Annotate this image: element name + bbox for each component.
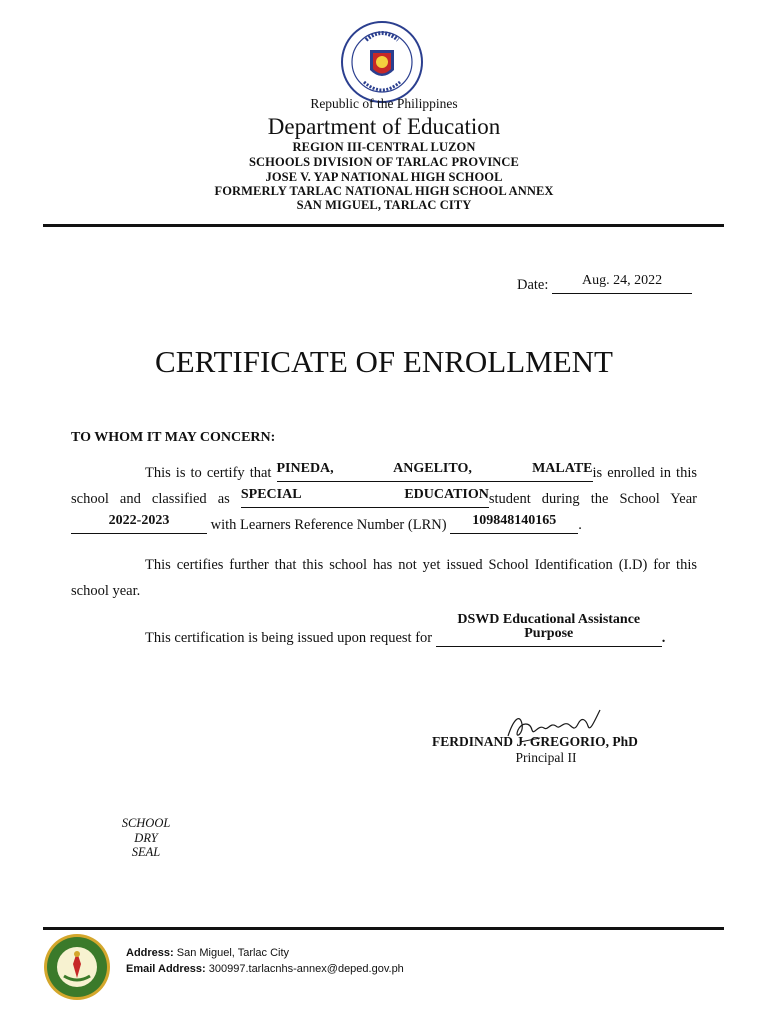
republic-line: Republic of the Philippines <box>310 96 458 111</box>
certificate-title: CERTIFICATE OF ENROLLMENT <box>155 344 613 379</box>
student-name-field <box>276 461 593 482</box>
paragraph-1-line-1 <box>71 460 697 486</box>
p3-text-b: . <box>661 630 666 646</box>
email-value[interactable]: 300997.tarlacnhs-annex@deped.gov.ph <box>208 963 404 975</box>
school-logo-icon <box>42 932 112 1002</box>
region-line: REGION III-CENTRAL LUZON <box>292 140 476 154</box>
salutation: TO WHOM IT MAY CONCERN: <box>71 430 276 445</box>
seal-note-line-3: SEAL <box>131 845 161 859</box>
signatory-position: Principal II <box>515 750 577 765</box>
signatory-name: FERDINAND J. GREGORIO, PhD <box>432 734 638 749</box>
purpose-field <box>436 612 662 647</box>
lrn: 109848140165 <box>472 513 557 528</box>
department-title: Department of Education <box>267 114 501 139</box>
date-field <box>552 273 692 294</box>
location-line: SAN MIGUEL, TARLAC CITY <box>296 198 472 212</box>
paragraph-1-line-2 <box>71 486 697 512</box>
date-value: Aug. 24, 2022 <box>581 273 663 288</box>
school-year-field <box>71 513 207 534</box>
paragraph-1-line-3 <box>71 512 697 538</box>
formerly-line: FORMERLY TARLAC NATIONAL HIGH SCHOOL ANNEX <box>214 184 554 198</box>
school-line: JOSE V. YAP NATIONAL HIGH SCHOOL <box>265 170 503 184</box>
p1-text-f: . <box>578 517 582 533</box>
address-value: San Miguel, Tarlac City <box>176 947 290 959</box>
email-label: Email Address: <box>126 963 206 975</box>
header-divider <box>43 224 724 227</box>
p1-text-d: student during the School Year <box>488 491 697 507</box>
dry-seal-note <box>116 816 176 860</box>
address-label: Address: <box>126 947 174 959</box>
classification-field <box>240 487 489 508</box>
footer-divider <box>43 927 724 930</box>
p1-text-a: This is to certify that <box>145 465 272 481</box>
p1-text-b: is enrolled in this <box>592 465 698 481</box>
footer-email <box>126 961 404 977</box>
p3-text-a: This certification is being issued upon request for <box>145 630 433 646</box>
paragraph-3 <box>145 612 705 651</box>
seal-note-line-2: DRY <box>134 830 158 845</box>
classification: SPECIAL EDUCATION <box>240 487 489 502</box>
student-name: PINEDA, ANGELITO, MALATE <box>276 461 593 476</box>
seal-note-line-1: SCHOOL <box>121 816 171 830</box>
p1-text-e: with Learners Reference Number (LRN) <box>210 517 447 533</box>
deped-seal-icon <box>340 20 424 104</box>
date-row <box>517 272 702 298</box>
purpose: DSWD Educational Assistance Purpose <box>457 612 641 641</box>
school-year: 2022-2023 <box>108 513 170 528</box>
p1-text-c: school and classified as <box>71 491 230 507</box>
lrn-field <box>450 513 578 534</box>
footer-address <box>126 945 289 961</box>
division-line: SCHOOLS DIVISION OF TARLAC PROVINCE <box>249 155 519 169</box>
date-label: Date: <box>517 277 549 293</box>
paragraph-2: This certifies further that this school has not yet issued School Identification (I.D) for this school year. <box>71 557 697 599</box>
